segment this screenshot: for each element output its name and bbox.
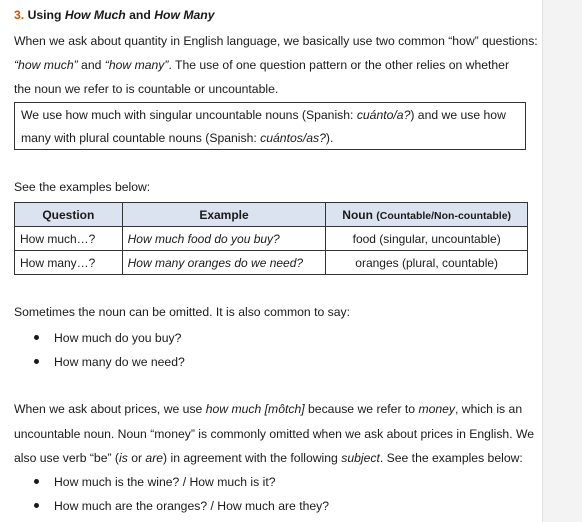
header-example: Example: [122, 203, 326, 227]
prices-line-1: [14, 402, 522, 416]
bullet-icon: [34, 359, 39, 364]
intro-how-many: “how many”: [104, 58, 169, 72]
rule-box-line-1: [21, 108, 506, 122]
prices-text: , which is an: [455, 402, 523, 416]
cell-question: How many…?: [15, 251, 123, 275]
cell-noun: oranges (plural, countable): [326, 251, 528, 275]
list-item-text: How much do you buy?: [54, 331, 182, 345]
prices-how-much: how much [môtch]: [205, 402, 305, 416]
examples-table: [14, 202, 528, 275]
heading-how-much: How Much: [64, 8, 126, 22]
see-examples-label: See the examples below:: [14, 180, 151, 194]
prices-subject: subject: [341, 451, 380, 465]
list-item-text: How much is the wine? / How much is it?: [54, 475, 276, 489]
cell-noun: food (singular, uncountable): [326, 227, 528, 251]
list-item-text: How many do we need?: [54, 355, 185, 369]
prices-text: . See the examples below:: [379, 451, 523, 465]
cell-example: How much food do you buy?: [122, 227, 326, 251]
bullet-icon: [34, 479, 39, 484]
prices-line-3: [14, 451, 523, 465]
cell-question: How much…?: [15, 227, 123, 251]
prices-money: money: [418, 402, 456, 416]
rule-box-line-2: [21, 131, 333, 145]
rule-text-c: ) and we use how: [410, 108, 506, 122]
price-examples-list: [30, 474, 329, 522]
rule-spanish-cuanto: cuánto/a?: [356, 108, 411, 122]
section-heading: [14, 8, 214, 22]
table-row: [15, 227, 528, 251]
prices-are: are: [145, 451, 164, 465]
heading-and: and: [125, 8, 155, 22]
rule-spanish-cuantos: cuántos/as?: [260, 131, 326, 145]
prices-is: is: [119, 451, 128, 465]
bullet-icon: [34, 503, 39, 508]
header-question: Question: [15, 203, 123, 227]
intro-rest: . The use of one question pattern or the other relies on whether: [168, 58, 510, 72]
list-item-text: How much are the oranges? / How much are they?: [54, 499, 330, 513]
cell-example: How many oranges do we need?: [122, 251, 326, 275]
list-item: [30, 474, 329, 498]
heading-text: Using: [27, 8, 65, 22]
intro-how-much: “how much”: [14, 58, 78, 72]
prices-text: ) in agreement with the following: [163, 451, 342, 465]
list-item: [30, 330, 185, 354]
rule-box: [14, 102, 526, 150]
intro-line-3: the noun we refer to is countable or uncountable.: [14, 82, 279, 96]
scroll-gutter: [542, 0, 582, 522]
prices-line-2: uncountable noun. Noun “money” is commonly omitted when we ask about prices in English. We: [14, 427, 535, 441]
list-item: [30, 354, 185, 378]
prices-text: also use verb “be” (: [14, 451, 119, 465]
rule-text-a: We use how much with singular uncountable nouns (Spanish:: [21, 108, 357, 122]
header-noun-label: Noun: [342, 207, 373, 222]
table-header-row: [15, 203, 528, 227]
omit-examples-list: [30, 330, 185, 378]
intro-and: and: [77, 58, 105, 72]
table-row: [15, 251, 528, 275]
heading-how-many: How Many: [154, 8, 215, 22]
rule-text-f: ).: [325, 131, 334, 145]
intro-line-2: [14, 58, 509, 72]
prices-text: When we ask about prices, we use: [14, 402, 206, 416]
bullet-icon: [34, 335, 39, 340]
prices-text: because we refer to: [304, 402, 419, 416]
header-noun-sub: (Countable/Non-countable): [376, 209, 512, 222]
section-number: 3.: [14, 8, 25, 22]
prices-text: or: [127, 451, 146, 465]
omit-paragraph: Sometimes the noun can be omitted. It is also common to say:: [14, 305, 350, 319]
rule-text-d: many with plural countable nouns (Spanish:: [21, 131, 261, 145]
header-noun: [326, 203, 528, 227]
intro-line-1: When we ask about quantity in English language, we basically use two common “how” questions:: [14, 34, 538, 48]
list-item: [30, 498, 329, 522]
